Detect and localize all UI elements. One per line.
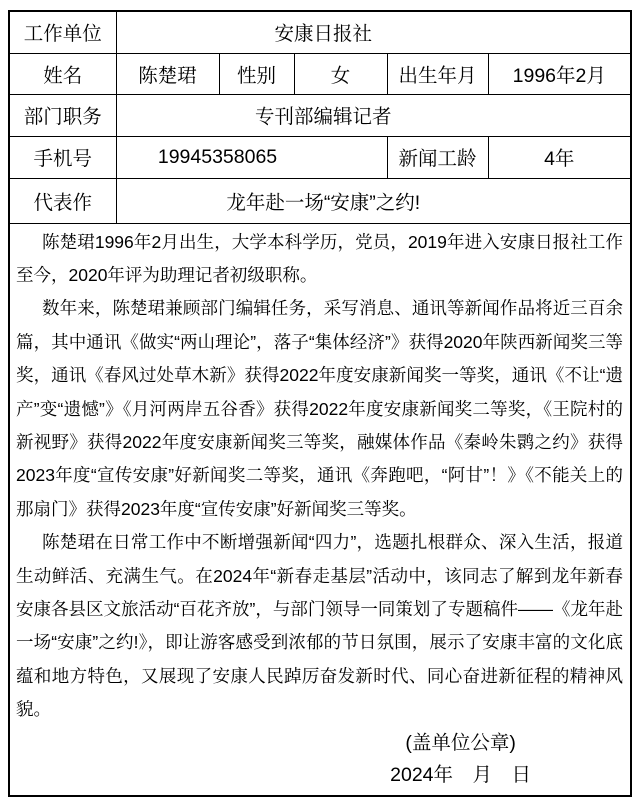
row-name-gender-birth	[9, 53, 631, 94]
bio-paragraph-1: 陈楚珺1996年2月出生，大学本科学历，党员，2019年进入安康日报社工作至今，2020年评为助理记者初级职称。	[16, 231, 624, 285]
mobile-number-value-cell[interactable]: 19945358065	[116, 136, 387, 178]
row-department-position	[9, 94, 631, 136]
profile-form-table	[8, 10, 632, 797]
bio-paragraph-3: 陈楚珺在日常工作中不断增强新闻“四力”，选题扎根群众、深入生活，报道生动鲜活、充满生气。在2024年“新春走基层”活动中，该同志了解到龙年新春安康各县区文旅活动“百花齐放”，与部门领导一同策划了专题稿件——《龙年赴一场“安康”之约!》，即让游客感受到浓郁的节日氛围，展示了安康丰富的文化底蕴和地方特色，又展现了安康人民踔厉奋发新时代、同心奋进新征程的精神风貌。	[16, 532, 624, 720]
news-service-years-label-cell: 新闻工龄	[387, 136, 488, 178]
mobile-number-label-cell: 手机号	[9, 136, 116, 178]
row-representative-work	[9, 178, 631, 223]
work-unit-label-cell: 工作单位	[9, 11, 116, 53]
birth-date-value-cell[interactable]: 1996年2月	[488, 53, 631, 94]
representative-work-label-cell: 代表作	[9, 178, 116, 223]
department-position-label-cell: 部门职务	[9, 94, 116, 136]
department-position-value-cell[interactable]: 专刊部编辑记者	[116, 94, 631, 136]
work-unit-value-cell[interactable]: 安康日报社	[116, 11, 631, 53]
seal-note: (盖单位公章)	[405, 731, 516, 754]
birth-date-label-cell: 出生年月	[387, 53, 488, 94]
date-line[interactable]: 2024年 月 日	[390, 763, 532, 786]
gender-label-cell: 性别	[219, 53, 294, 94]
name-value-cell[interactable]: 陈楚珺	[116, 53, 219, 94]
bio-paragraph-2: 数年来，陈楚珺兼顾部门编辑任务，采写消息、通讯等新闻作品将近三百余篇，其中通讯《做实“两山理论”，落子“集体经济”》获得2020年陕西新闻奖三等奖，通讯《春风过处草木新》获得2022年度安康新闻奖一等奖，通讯《不让“遗产”变“遗憾”》《月河两岸五谷香》获得2022年度安康新闻奖二等奖，《王院村的新视野》获得2022年度安康新闻奖三等奖，融媒体作品《秦岭朱鹮之约》获得2023年度“宣传安康”好新闻奖二等奖，通讯《奔跑吧，“阿甘”！》《不能关上的那扇门》获得2023年度“宣传安康”好新闻奖三等奖。	[16, 298, 624, 519]
row-phone-experience	[9, 136, 631, 178]
biography-cell[interactable]	[9, 223, 631, 796]
row-work-unit	[9, 11, 631, 53]
gender-value-cell[interactable]: 女	[294, 53, 387, 94]
row-biography	[9, 223, 631, 796]
name-label-cell: 姓名	[9, 53, 116, 94]
signature-block	[390, 727, 531, 793]
representative-work-value-cell[interactable]: 龙年赴一场“安康”之约!	[116, 178, 631, 223]
biography-content	[10, 224, 630, 794]
news-service-years-value-cell[interactable]: 4年	[488, 136, 631, 178]
